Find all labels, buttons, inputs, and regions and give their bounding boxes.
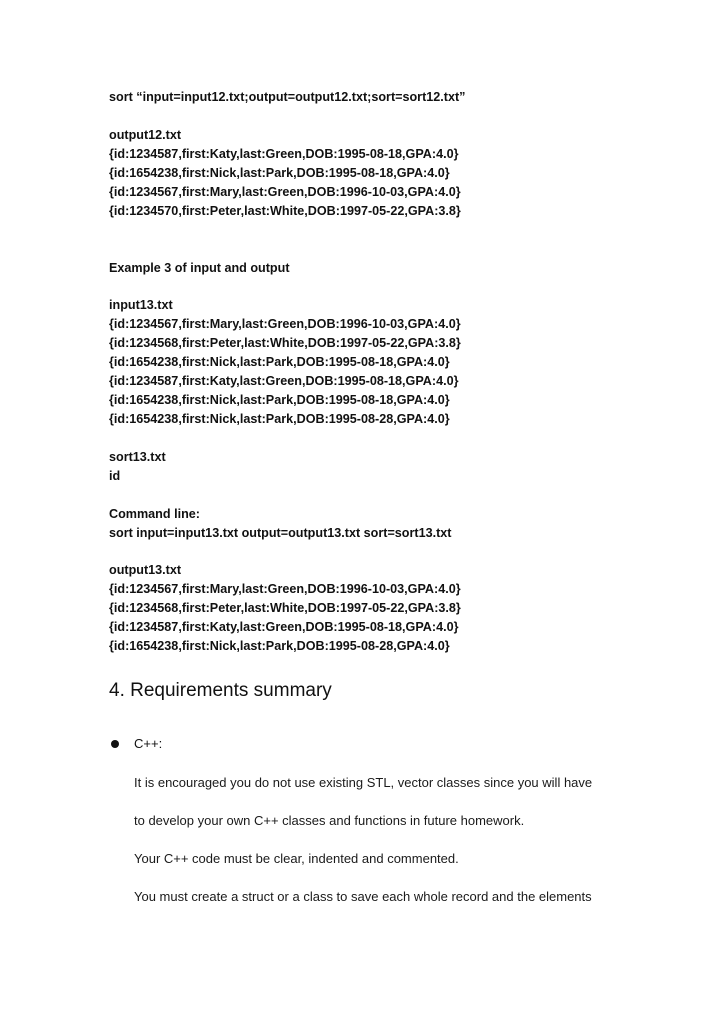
- output13-record: {id:1234587,first:Katy,last:Green,DOB:1995-08-18,GPA:4.0}: [109, 620, 459, 634]
- bullet-icon: [111, 740, 119, 748]
- sort13-key: id: [109, 469, 121, 483]
- output12-record: {id:1234570,first:Peter,last:White,DOB:1997-05-22,GPA:3.8}: [109, 204, 461, 218]
- input13-filename: input13.txt: [109, 298, 173, 312]
- output13-record: {id:1234568,first:Peter,last:White,DOB:1997-05-22,GPA:3.8}: [109, 601, 461, 615]
- input13-record: {id:1654238,first:Nick,last:Park,DOB:1995-08-28,GPA:4.0}: [109, 412, 450, 426]
- requirement-paragraph: to develop your own C++ classes and functions in future homework.: [134, 813, 525, 828]
- sort-command-line: sort “input=input12.txt;output=output12.txt;sort=sort12.txt”: [109, 90, 466, 104]
- input13-record: {id:1234587,first:Katy,last:Green,DOB:1995-08-18,GPA:4.0}: [109, 374, 459, 388]
- bullet-label: C++:: [134, 736, 163, 751]
- requirement-paragraph: Your C++ code must be clear, indented and commented.: [134, 851, 459, 866]
- requirement-paragraph: It is encouraged you do not use existing STL, vector classes since you will have: [134, 775, 593, 790]
- input13-record: {id:1234568,first:Peter,last:White,DOB:1997-05-22,GPA:3.8}: [109, 336, 461, 350]
- output13-record: {id:1234567,first:Mary,last:Green,DOB:1996-10-03,GPA:4.0}: [109, 582, 461, 596]
- sort13-filename: sort13.txt: [109, 450, 166, 464]
- input13-record: {id:1654238,first:Nick,last:Park,DOB:1995-08-18,GPA:4.0}: [109, 393, 450, 407]
- requirement-paragraph: You must create a struct or a class to save each whole record and the elements: [134, 889, 592, 904]
- output12-record: {id:1234567,first:Mary,last:Green,DOB:1996-10-03,GPA:4.0}: [109, 185, 461, 199]
- output12-record: {id:1654238,first:Nick,last:Park,DOB:1995-08-18,GPA:4.0}: [109, 166, 450, 180]
- command-line-text: sort input=input13.txt output=output13.txt sort=sort13.txt: [109, 526, 452, 540]
- output12-record: {id:1234587,first:Katy,last:Green,DOB:1995-08-18,GPA:4.0}: [109, 147, 459, 161]
- output13-filename: output13.txt: [109, 563, 182, 577]
- input13-record: {id:1234567,first:Mary,last:Green,DOB:1996-10-03,GPA:4.0}: [109, 317, 461, 331]
- example3-title: Example 3 of input and output: [109, 261, 290, 275]
- section-heading: 4. Requirements summary: [109, 680, 332, 701]
- output12-filename: output12.txt: [109, 128, 182, 142]
- output13-record: {id:1654238,first:Nick,last:Park,DOB:1995-08-28,GPA:4.0}: [109, 639, 450, 653]
- input13-record: {id:1654238,first:Nick,last:Park,DOB:1995-08-18,GPA:4.0}: [109, 355, 450, 369]
- command-line-label: Command line:: [109, 507, 200, 521]
